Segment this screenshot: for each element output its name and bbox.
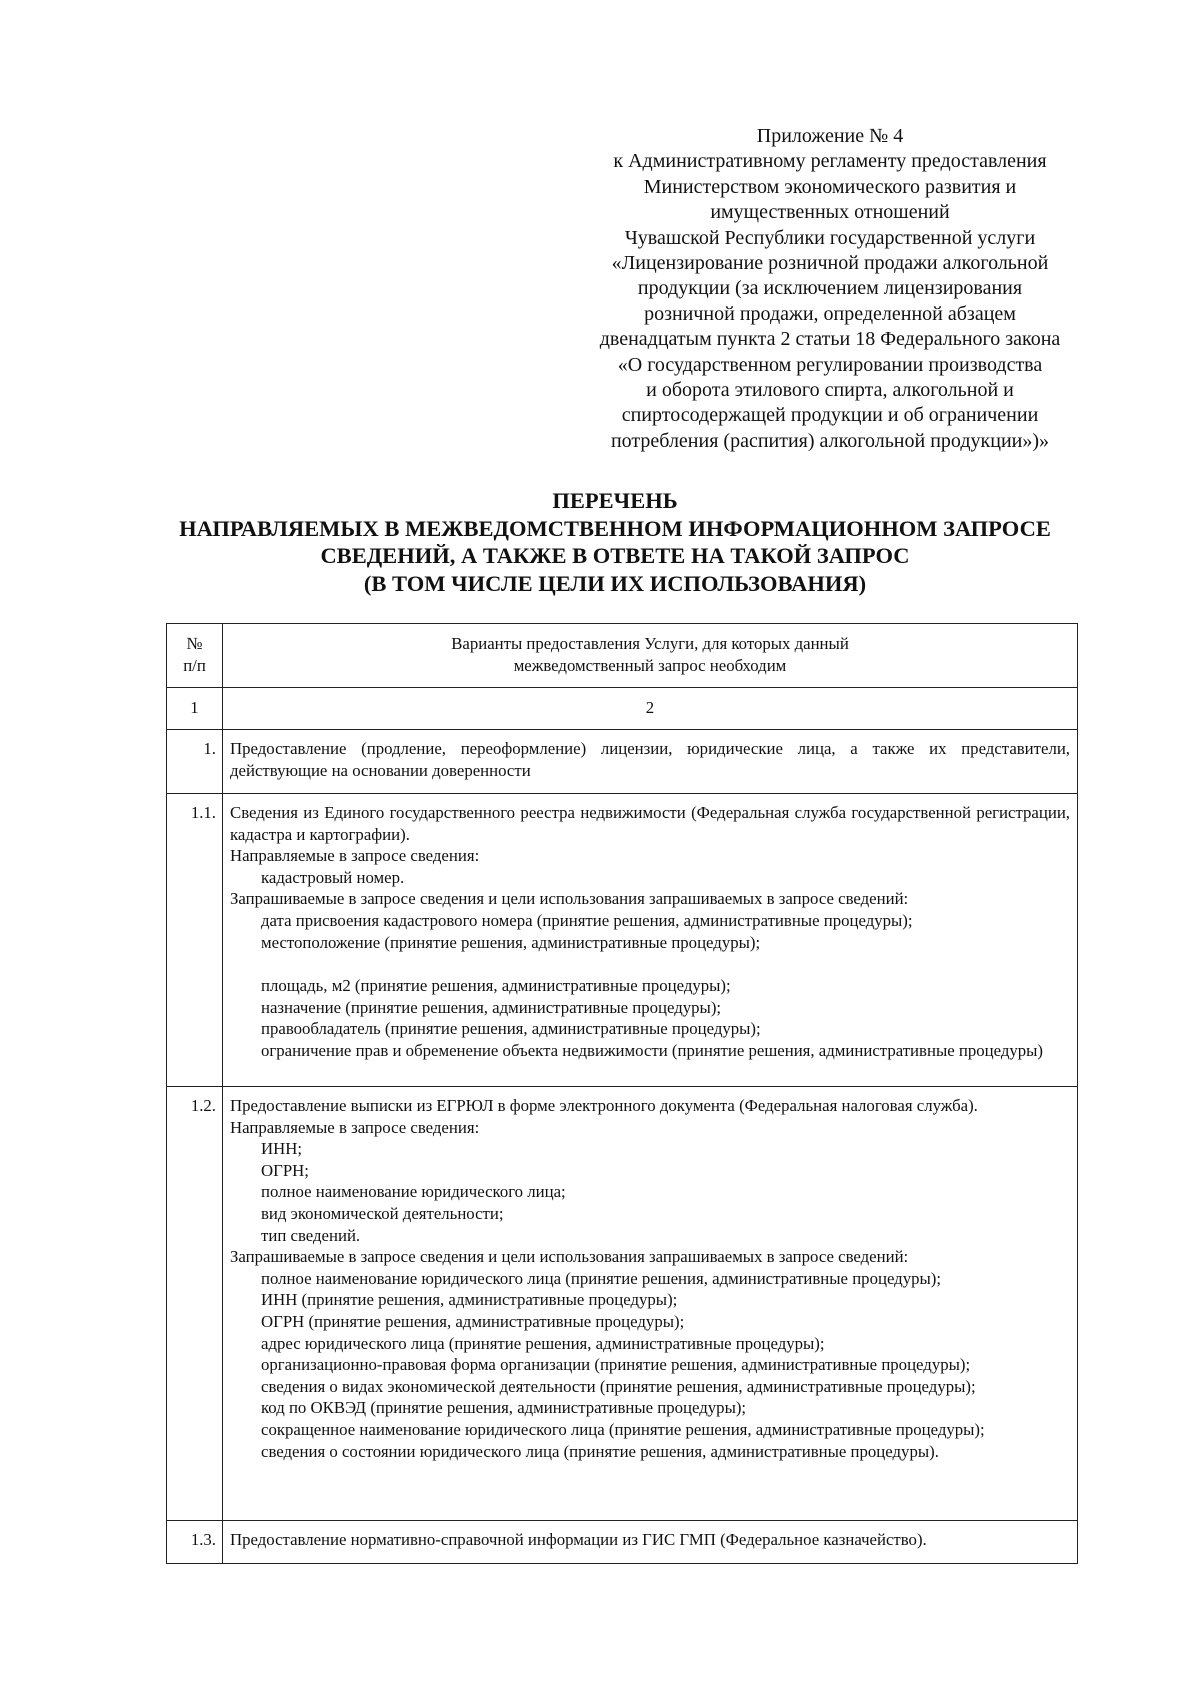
row-content [223,794,1078,1087]
appendix-line: и оборота этилового спирта, алкогольной и [646,379,1014,402]
appendix-header [565,124,1095,454]
requested-item: правообладатель (принятие решения, административные процедуры); [261,1019,761,1039]
requested-item: дата присвоения кадастрового номера (принятие решения, административные процедуры); [261,910,913,930]
row-content [223,1087,1078,1521]
requested-item: сведения о состоянии юридического лица (принятие решения, административные процедуры). [261,1441,939,1461]
sent-item: кадастровый номер. [261,867,405,887]
appendix-line: Министерством экономического развития и [643,175,1017,198]
requests-table [166,623,1078,1564]
appendix-line: имущественных отношений [710,201,950,224]
document-title [150,487,1080,597]
requested-item: сведения о видах экономической деятельности (принятие решения, административные процедуры); [261,1376,976,1396]
table-row [167,1087,1078,1521]
appendix-line: розничной продажи, определенной абзацем [644,302,1016,325]
requested-item: ОГРН (принятие решения, административные процедуры); [261,1311,685,1331]
requested-item: площадь, м2 (принятие решения, административные процедуры); [261,976,731,996]
header-num-line2: п/п [183,655,206,675]
appendix-line: двенадцатым пункта 2 статьи 18 Федерального закона [599,328,1061,351]
requested-item: местоположение (принятие решения, административные процедуры); [261,932,761,952]
header-desc-line2: межведомственный запрос необходим [513,655,787,675]
requested-item: полное наименование юридического лица (принятие решения, административные процедуры); [261,1268,942,1288]
requested-item: сокращенное наименование юридического лица (принятие решения, административные процедуры); [261,1419,985,1439]
appendix-line: «О государственном регулировании производства [617,353,1043,376]
row-number: 1.2. [167,1087,223,1521]
row-number: 1.3. [167,1521,223,1564]
appendix-line: Приложение № 4 [756,125,904,147]
table-row [167,794,1078,1087]
header-num-line1: № [186,634,203,653]
row-text: Предоставление нормативно-справочной информации из ГИС ГМП (Федеральное казначейство). [223,1521,1078,1564]
requested-item: ИНН (принятие решения, административные процедуры); [261,1290,678,1310]
appendix-line: к Административному регламенту предоставления [613,150,1047,173]
table-header-row [167,624,1078,688]
sent-item: полное наименование юридического лица; [261,1182,566,1202]
row-text: Предоставление (продление, переоформление) лицензии, юридические лица, а также их представители, действующие на основании доверенности [223,730,1078,794]
table-row [167,1521,1078,1564]
header-desc-line1: Варианты предоставления Услуги, для которых данный [451,634,849,653]
row-number: 1. [167,730,223,794]
col-number-2: 2 [223,688,1078,730]
sent-label: Направляемые в запросе сведения: [230,1117,480,1137]
title-line: (В ТОМ ЧИСЛЕ ЦЕЛИ ИХ ИСПОЛЬЗОВАНИЯ) [363,570,867,596]
sent-item: вид экономической деятельности; [261,1203,504,1223]
table-row [167,730,1078,794]
sent-item: ОГРН; [261,1160,309,1180]
requested-item: код по ОКВЭД (принятие решения, административные процедуры); [261,1398,747,1418]
requested-label: Запрашиваемые в запросе сведения и цели использования запрашиваемых в запросе сведений: [230,889,909,909]
appendix-line: Чувашской Республики государственной услуги [624,226,1036,249]
sent-item: тип сведений. [261,1225,361,1245]
appendix-line: продукции (за исключением лицензирования [637,277,1023,300]
header-desc-cell [223,624,1078,688]
row-number: 1.1. [167,794,223,1087]
requested-item: ограничение прав и обременение объекта недвижимости (принятие решения, административные процедуры) [261,1040,1044,1060]
blank-line [230,953,1070,975]
col-number-1: 1 [167,688,223,730]
row-intro: Сведения из Единого государственного реестра недвижимости (Федеральная служба государственной регистрации, кадастра и картографии). [230,803,1070,844]
appendix-line: спиртосодержащей продукции и об ограничении [621,404,1039,427]
title-line: ПЕРЕЧЕНЬ [552,488,678,513]
title-line: НАПРАВЛЯЕМЫХ В МЕЖВЕДОМСТВЕННОМ ИНФОРМАЦИОННОМ ЗАПРОСЕ [179,515,1051,541]
appendix-line: потребления (распития) алкогольной продукции»)» [610,429,1050,452]
requested-label: Запрашиваемые в запросе сведения и цели использования запрашиваемых в запросе сведений: [230,1247,909,1267]
row-intro: Предоставление выписки из ЕГРЮЛ в форме электронного документа (Федеральная налоговая служба). [230,1096,978,1115]
title-line: СВЕДЕНИЙ, А ТАКЖЕ В ОТВЕТЕ НА ТАКОЙ ЗАПРОС [320,543,910,568]
appendix-line: «Лицензирование розничной продажи алкогольной [611,252,1049,275]
requested-item: организационно-правовая форма организации (принятие решения, административные процедуры); [261,1355,971,1375]
sent-label: Направляемые в запросе сведения: [230,846,480,866]
requested-item: назначение (принятие решения, административные процедуры); [261,997,722,1017]
header-num-cell [167,624,223,688]
sent-item: ИНН; [261,1139,303,1159]
requested-item: адрес юридического лица (принятие решения, административные процедуры); [261,1333,825,1353]
column-numbers-row [167,688,1078,730]
